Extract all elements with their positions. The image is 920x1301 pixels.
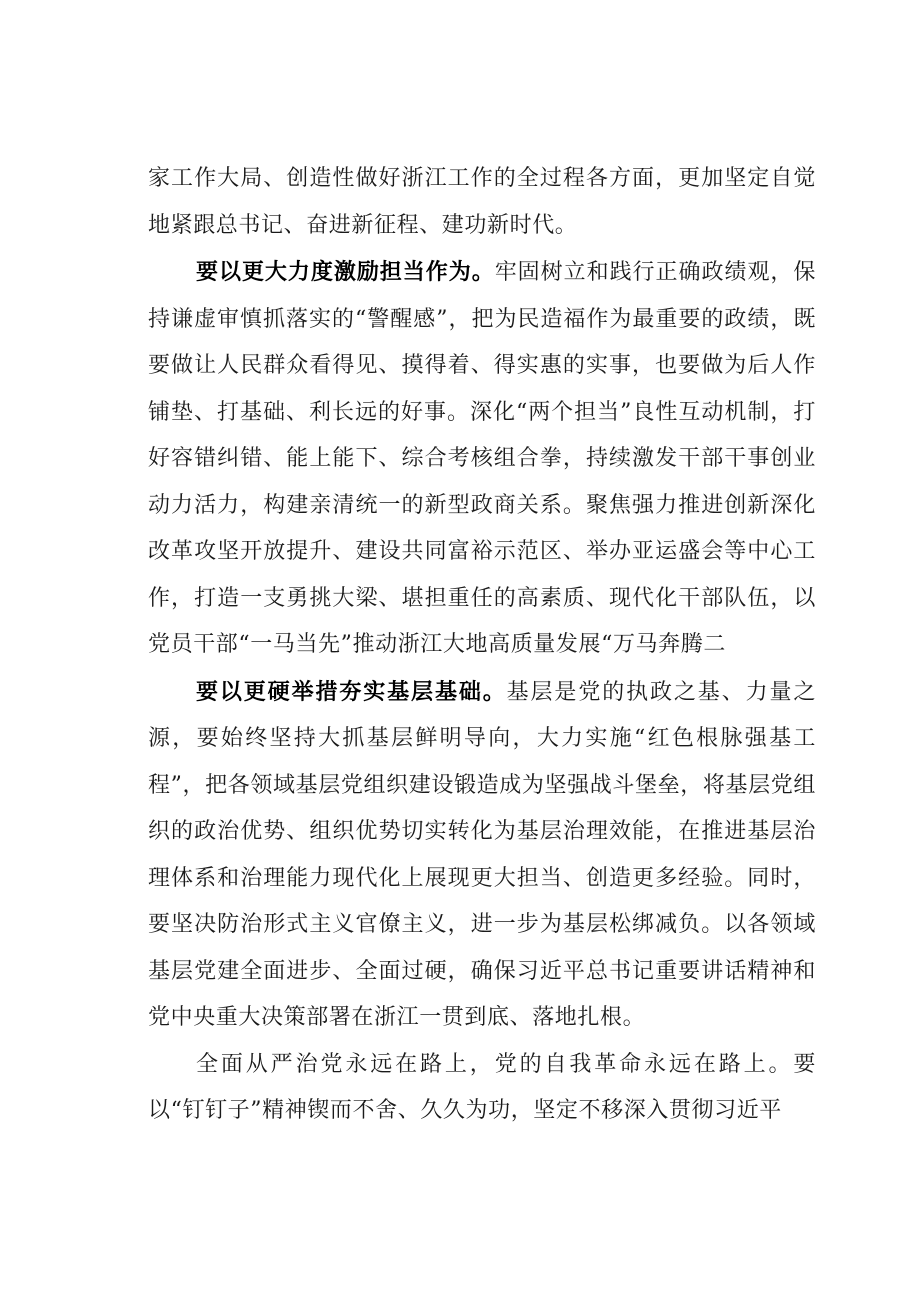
paragraph-3-heading: 要以更硬举措夯实基层基础。 [196, 678, 507, 705]
paragraph-2-heading: 要以更大力度激励担当作为。 [196, 259, 495, 285]
document-body [148, 156, 816, 1135]
paragraph-2 [148, 249, 816, 669]
paragraph-4-text: 全面从严治党永远在路上，党的自我革命永远在路上。要以“钉钉子”精神锲而不舍、久久为功，坚定不移深入贯彻习近平 [148, 1051, 816, 1123]
paragraph-1-text: 家工作大局、创造性做好浙江工作的全过程各方面，更加坚定自觉地紧跟总书记、奋进新征程、建功新时代。 [148, 166, 816, 238]
paragraph-3-text: 基层是党的执政之基、力量之源，要始终坚持大抓基层鲜明导向，大力实施“红色根脉强基工程”，把各领域基层党组织建设锻造成为坚强战斗堡垒，将基层党组织的政治优势、组织优势切实转化为基层治理效能，在推进基层治理体系和治理能力现代化上展现更大担当、创造更多经验。同时，要坚决防治形式主义官僚主义，进一步为基层松绑减负。以各领域基层党建全面进步、全面过硬，确保习近平总书记重要讲话精神和党中央重大决策部署在浙江一贯到底、落地扎根。 [148, 679, 816, 1030]
paragraph-1 [148, 156, 816, 249]
paragraph-2-text: 牢固树立和践行正确政绩观，保持谦虚审慎抓落实的“警醒感”，把为民造福作为最重要的政绩，既要做让人民群众看得见、摸得着、得实惠的实事，也要做为后人作铺垫、打基础、利长远的好事。深化“两个担当”良性互动机制，打好容错纠错、能上能下、综合考核组合拳，持续激发干部干事创业动力活力，构建亲清统一的新型政商关系。聚焦强力推进创新深化改革攻坚开放提升、建设共同富裕示范区、举办亚运盛会等中心工作，打造一支勇挑大梁、堪担重任的高素质、现代化干部队伍，以党员干部“一马当先”推动浙江大地高质量发展“万马奔腾二 [148, 260, 816, 657]
paragraph-4 [148, 1042, 816, 1135]
paragraph-3 [148, 669, 816, 1042]
